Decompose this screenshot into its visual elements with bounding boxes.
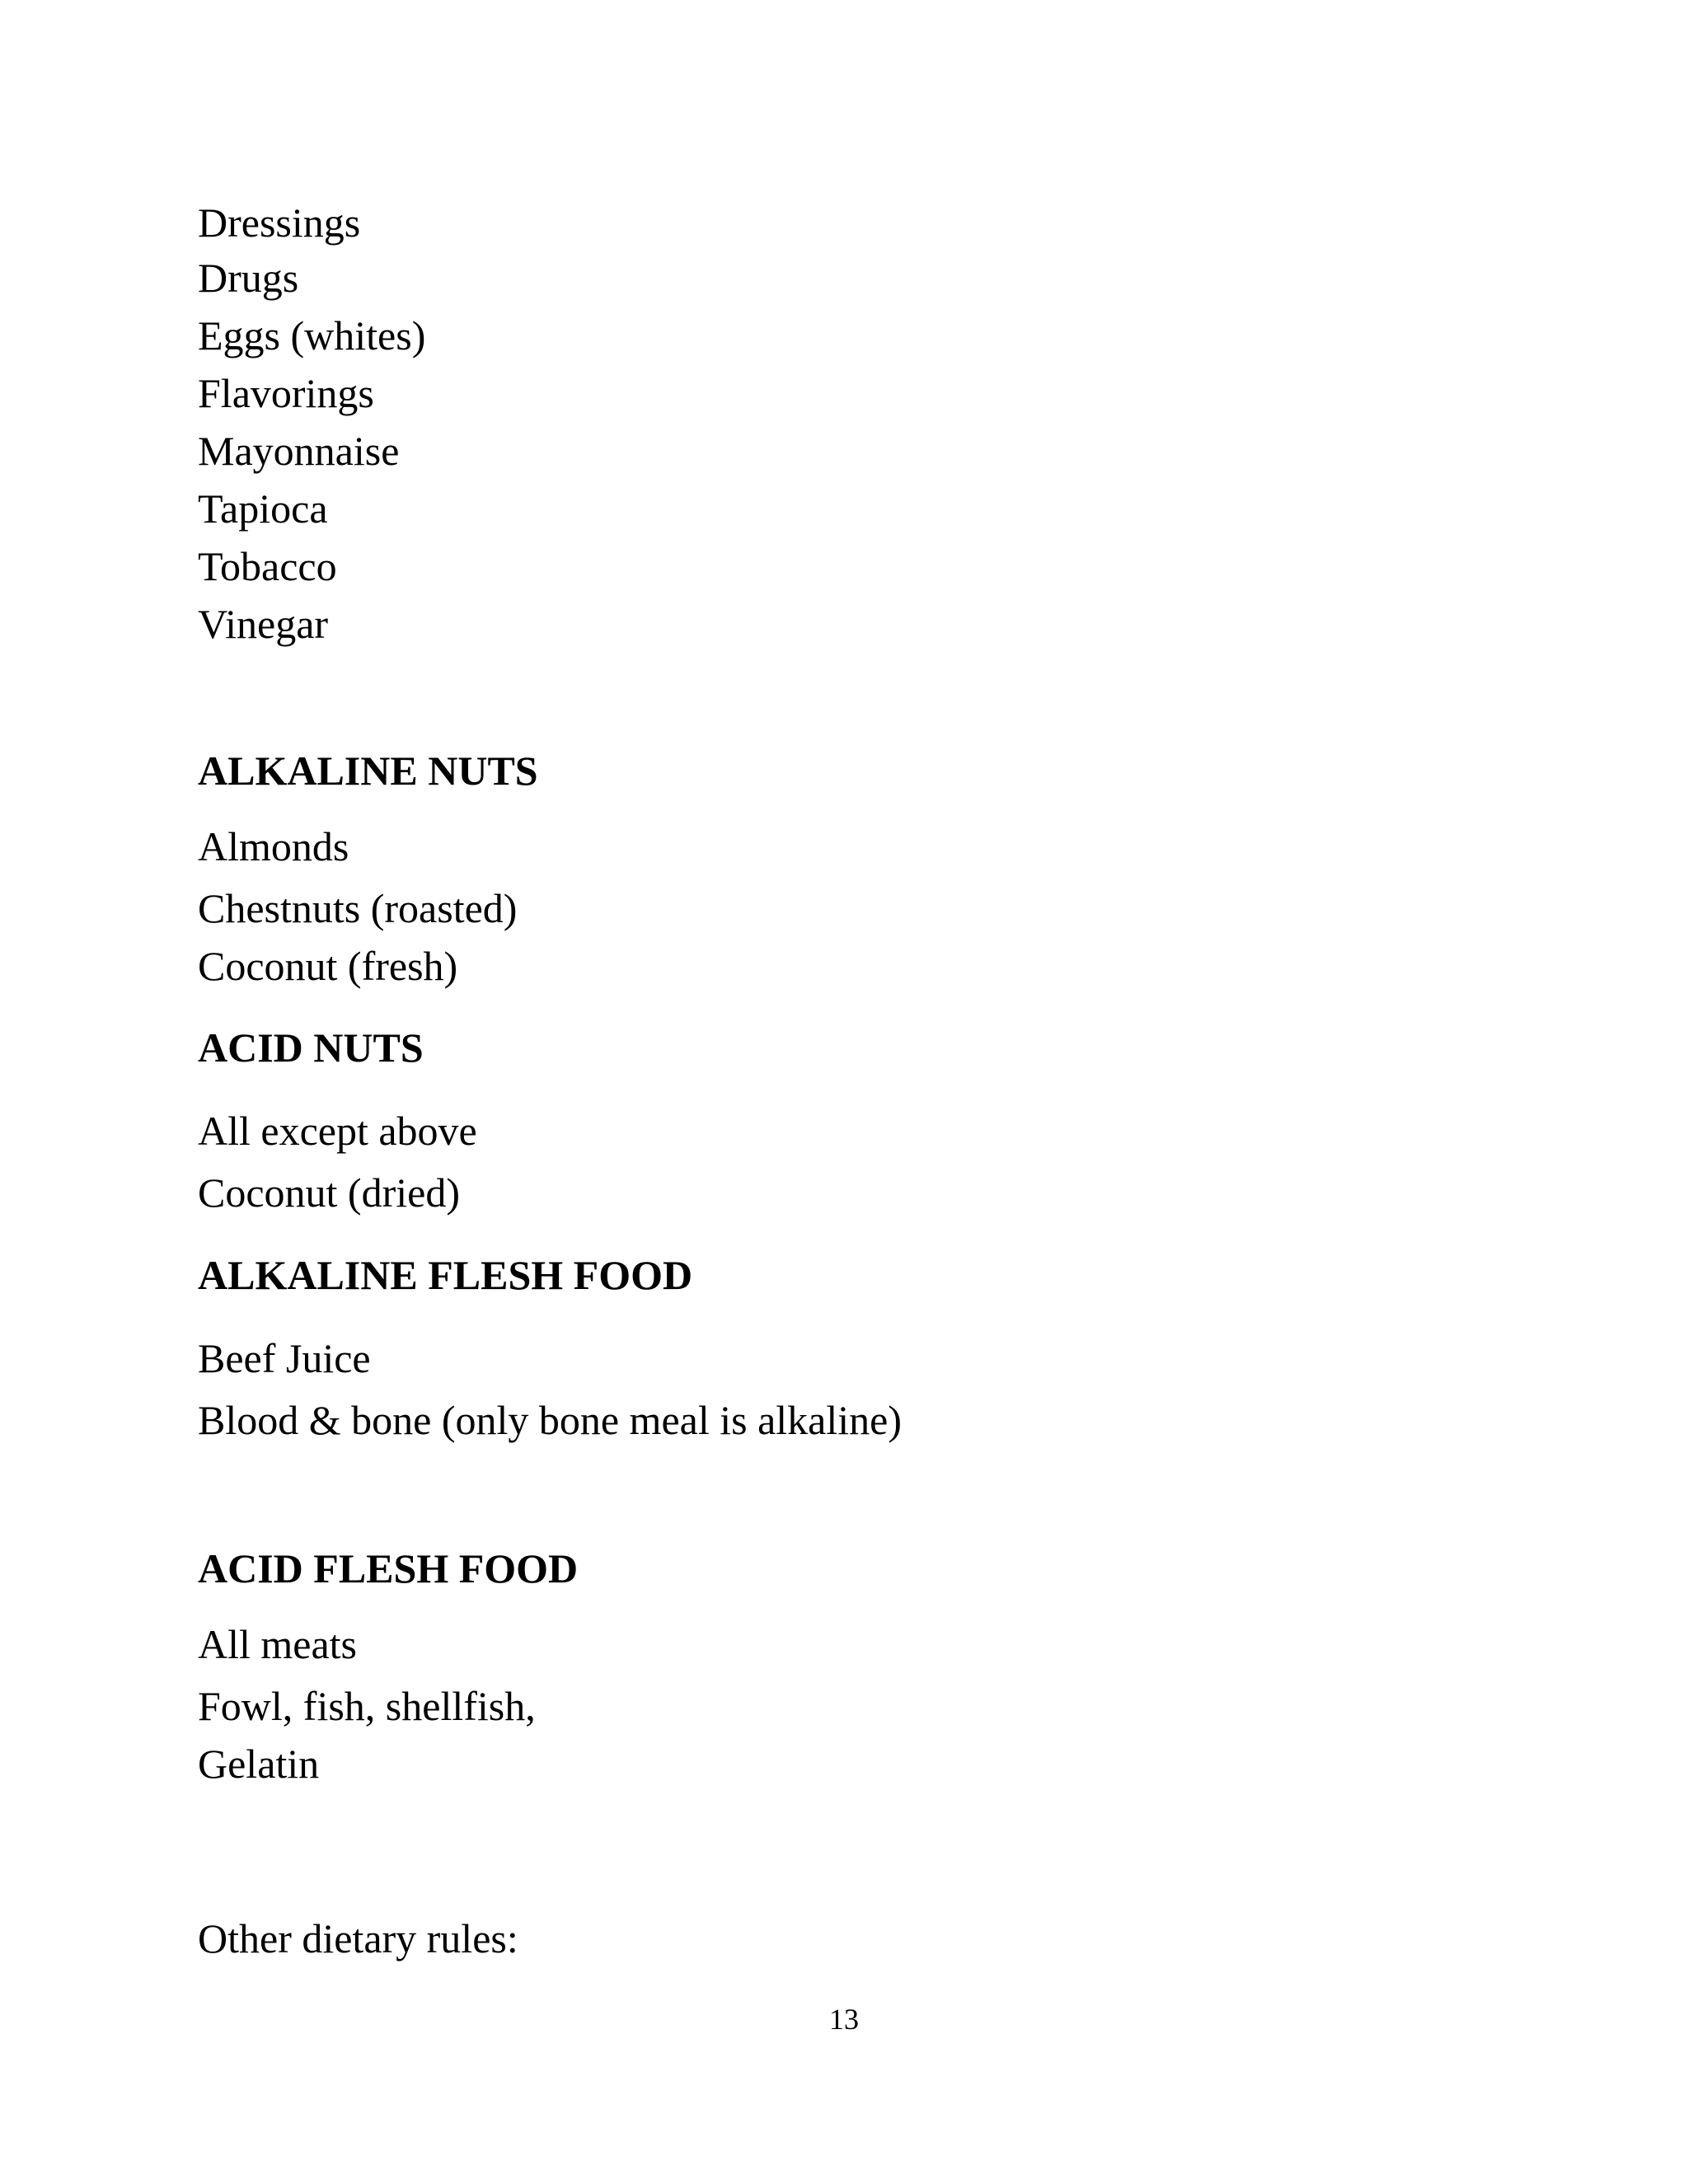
section-heading-alkaline-nuts: ALKALINE NUTS [198, 748, 538, 794]
list-item: Eggs (whites) [198, 312, 426, 359]
list-item: All except above [198, 1108, 477, 1154]
section-heading-alkaline-flesh-food: ALKALINE FLESH FOOD [198, 1252, 693, 1298]
list-item: Coconut (dried) [198, 1169, 460, 1216]
list-item: Blood & bone (only bone meal is alkaline) [198, 1397, 902, 1443]
section-heading-acid-flesh-food: ACID FLESH FOOD [198, 1545, 579, 1591]
list-item: Tobacco [198, 543, 337, 589]
list-item: Gelatin [198, 1741, 320, 1787]
list-item: Mayonnaise [198, 428, 400, 474]
list-item: Drugs [198, 255, 299, 301]
list-item: Vinegar [198, 601, 329, 647]
list-item: Almonds [198, 823, 349, 869]
list-item: Coconut (fresh) [198, 943, 458, 989]
list-item: Tapioca [198, 485, 328, 532]
list-item: Chestnuts (roasted) [198, 885, 518, 931]
list-item: Beef Juice [198, 1335, 371, 1381]
page-number: 13 [829, 2003, 859, 2036]
list-item: Flavorings [198, 370, 374, 416]
list-item: Fowl, fish, shellfish, [198, 1683, 536, 1729]
closing-text: Other dietary rules: [198, 1915, 518, 1961]
list-item: All meats [198, 1621, 358, 1667]
list-item: Dressings [198, 199, 361, 246]
section-heading-acid-nuts: ACID NUTS [198, 1024, 424, 1071]
